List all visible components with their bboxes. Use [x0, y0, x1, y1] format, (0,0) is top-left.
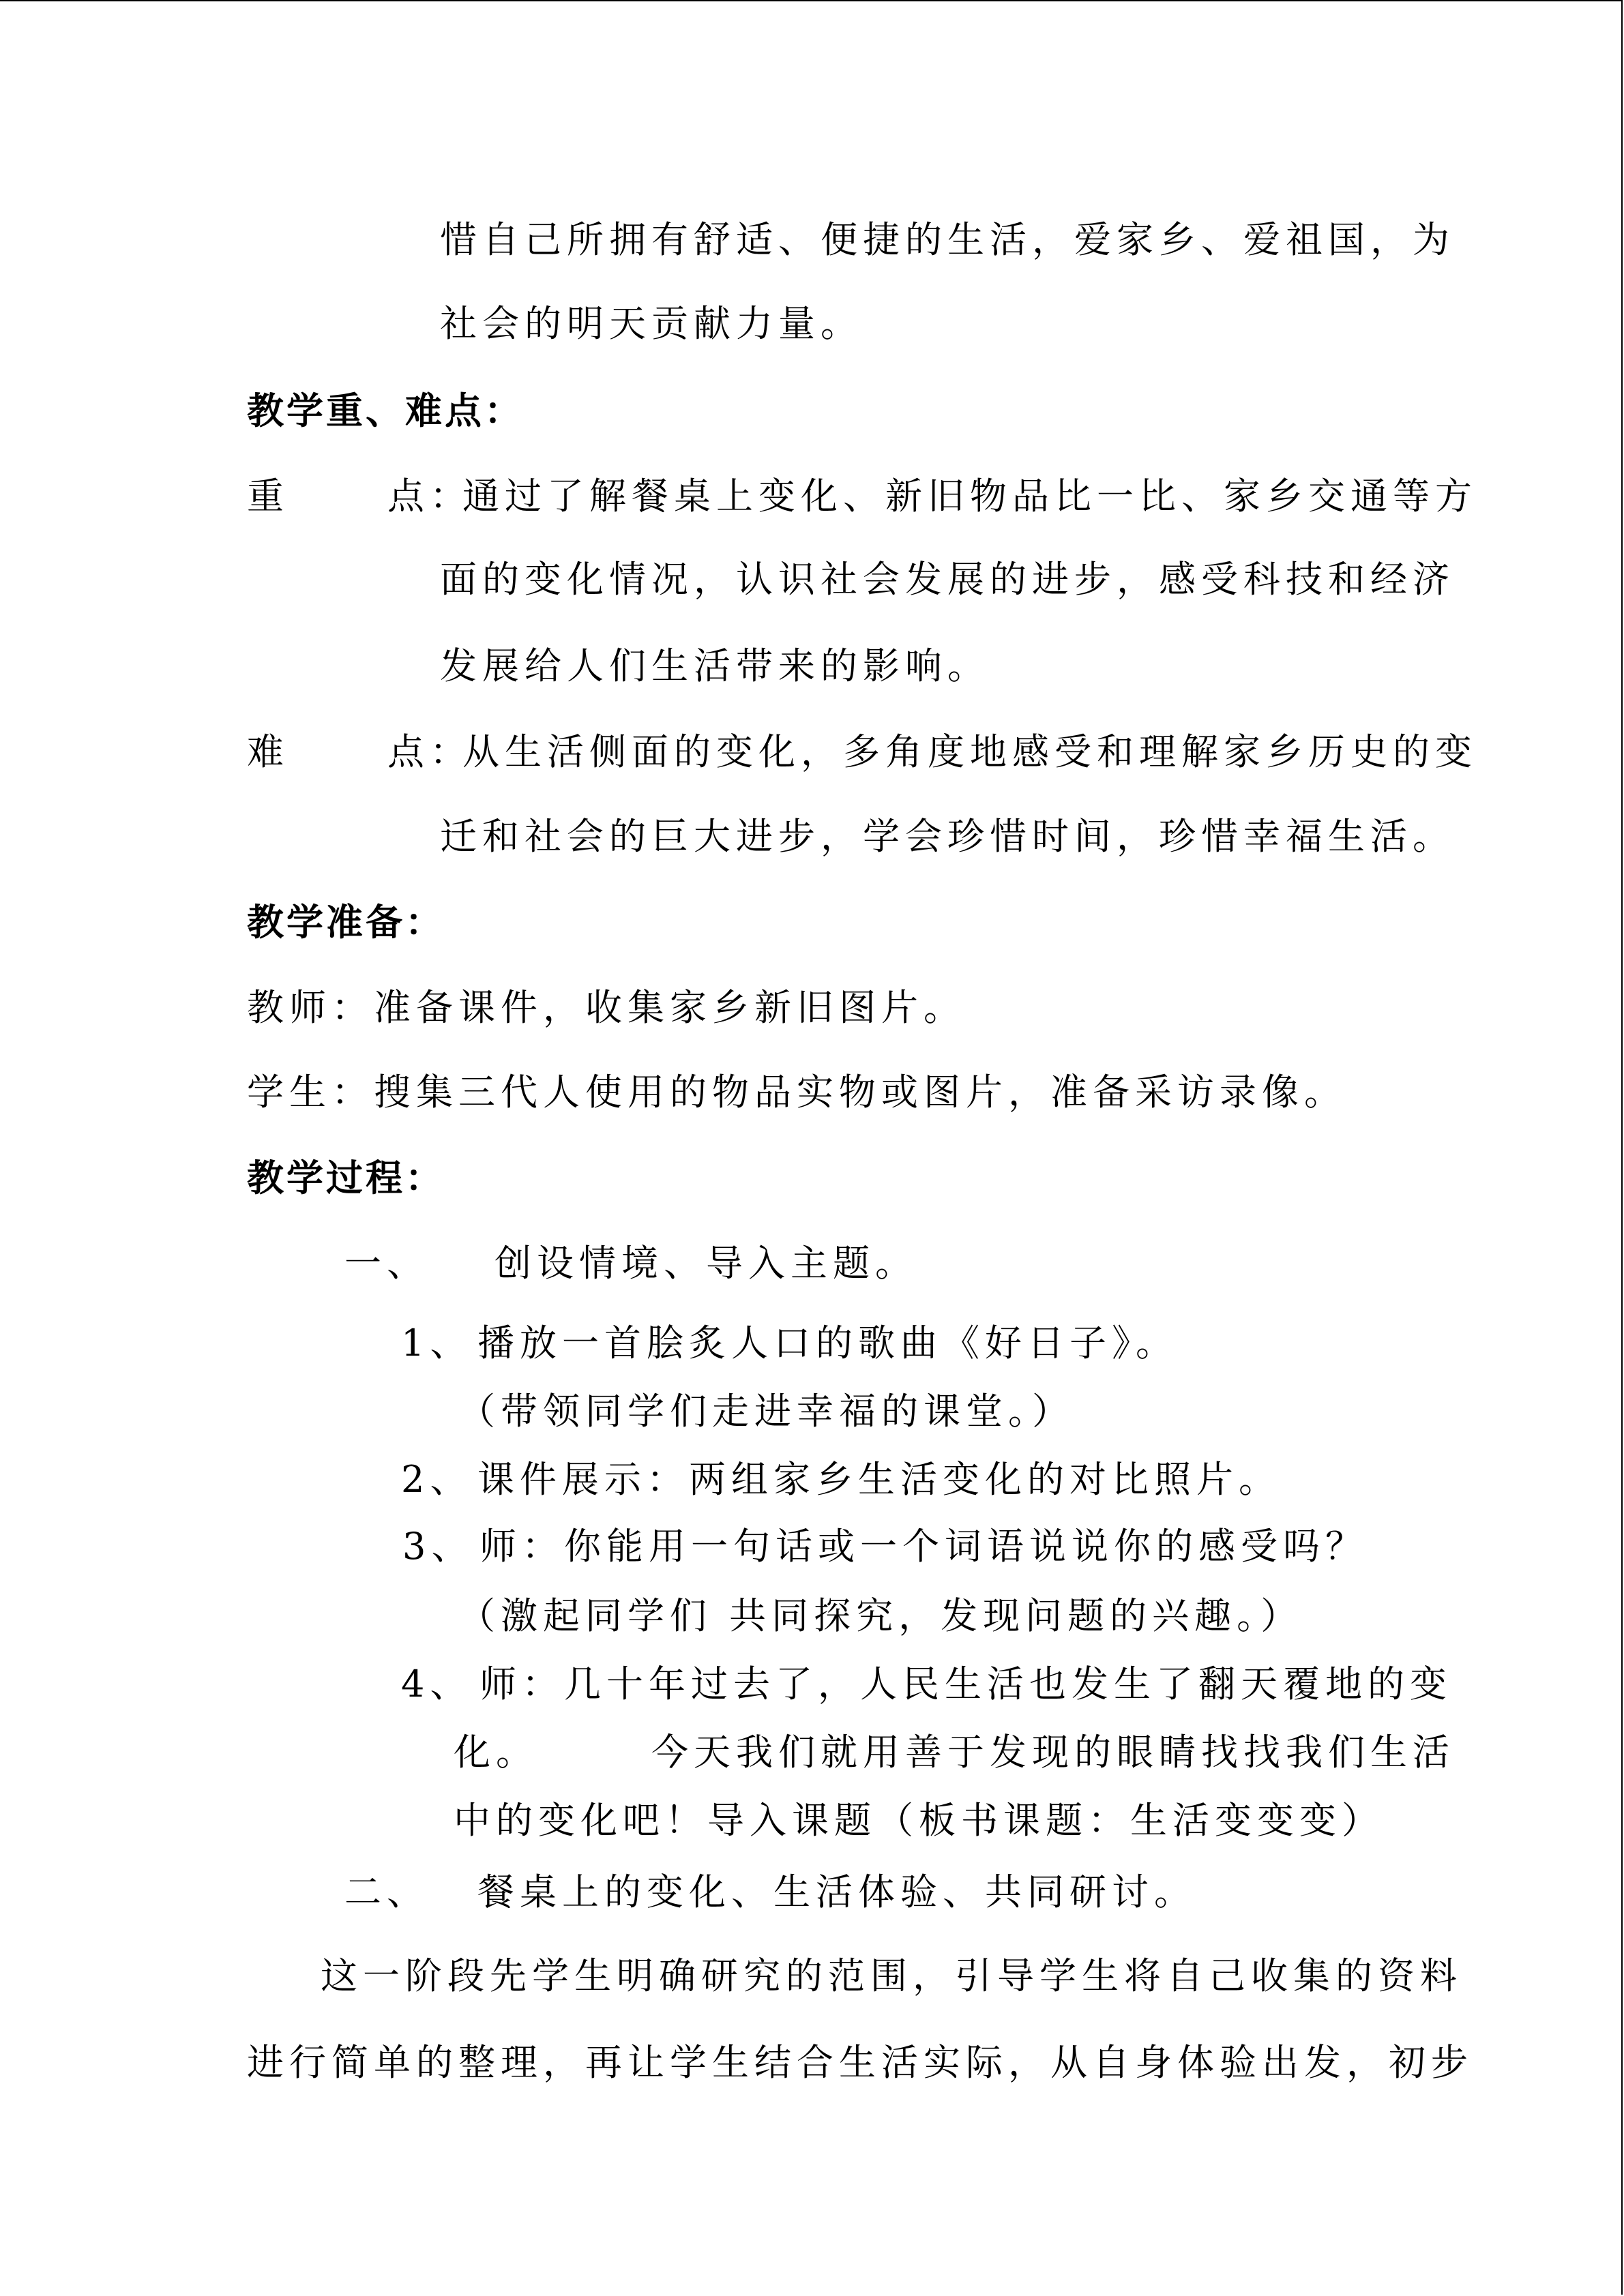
- item-2-number: 2、: [401, 1458, 473, 1501]
- paragraph-line-1: 这一阶段先学生明确研究的范围，引导学生将自己收集的资料: [321, 1954, 1462, 1997]
- key-difficult-heading: 教学重、难点：: [247, 389, 524, 432]
- item-4-text: 师：几十年过去了，人民生活也发生了翻天覆地的变: [479, 1663, 1452, 1705]
- item-4-number: 4、: [401, 1663, 473, 1705]
- item-3-number: 3、: [402, 1525, 474, 1568]
- item-2-text: 课件展示：两组家乡生活变化的对比照片。: [477, 1458, 1281, 1501]
- preparation-heading: 教学准备：: [247, 900, 445, 944]
- difficult-point-line-1: 从生活侧面的变化，多角度地感受和理解家乡历史的变: [462, 730, 1477, 773]
- item-3-note: （激起同学们 共同探究，发现问题的兴趣。）: [458, 1594, 1303, 1637]
- goals-line-1: 惜自己所拥有舒适、便捷的生活，爱家乡、爱祖国，为: [440, 218, 1455, 261]
- difficult-point-label-b: 点：: [387, 730, 472, 773]
- item-4-continuation-1b: 今天我们就用善于发现的眼睛找找我们生活: [651, 1731, 1455, 1774]
- difficult-point-line-2: 迁和社会的巨大进步，学会珍惜时间，珍惜幸福生活。: [440, 815, 1455, 858]
- section-2-number: 二、: [344, 1870, 429, 1913]
- key-point-label-a: 重: [247, 475, 289, 518]
- item-1-note: （带领同学们走进幸福的课堂。）: [458, 1390, 1074, 1433]
- key-point-line-2: 面的变化情况，认识社会发展的进步，感受科技和经济: [440, 558, 1455, 601]
- item-4-continuation-1a: 化。: [454, 1731, 538, 1774]
- item-4-continuation-2: 中的变化吧！导入课题（板书课题：生活变变变）: [454, 1799, 1384, 1842]
- key-point-line-1: 通过了解餐桌上变化、新旧物品比一比、家乡交通等方: [462, 475, 1477, 518]
- preparation-teacher: 教师：准备课件，收集家乡新旧图片。: [247, 986, 966, 1029]
- section-2-title: 餐桌上的变化、生活体验、共同研讨。: [477, 1870, 1196, 1913]
- item-3-text: 师：你能用一句话或一个词语说说你的感受吗？: [479, 1525, 1368, 1568]
- preparation-student: 学生：搜集三代人使用的物品实物或图片，准备采访录像。: [247, 1071, 1346, 1114]
- item-1-number: 1、: [401, 1322, 473, 1365]
- difficult-point-label-a: 难: [247, 730, 289, 773]
- section-1-title: 创设情境、导入主题。: [494, 1242, 917, 1285]
- process-heading: 教学过程：: [247, 1156, 445, 1199]
- key-point-line-3: 发展给人们生活带来的影响。: [440, 644, 990, 687]
- section-1-number: 一、: [344, 1242, 429, 1285]
- goals-line-2: 社会的明天贡献力量。: [440, 302, 863, 345]
- paragraph-line-2: 进行简单的整理，再让学生结合生活实际，从自身体验出发，初步: [247, 2041, 1473, 2084]
- key-point-label-b: 点：: [387, 475, 472, 518]
- item-1-text: 播放一首脍炙人口的歌曲《好日子》。: [477, 1322, 1178, 1365]
